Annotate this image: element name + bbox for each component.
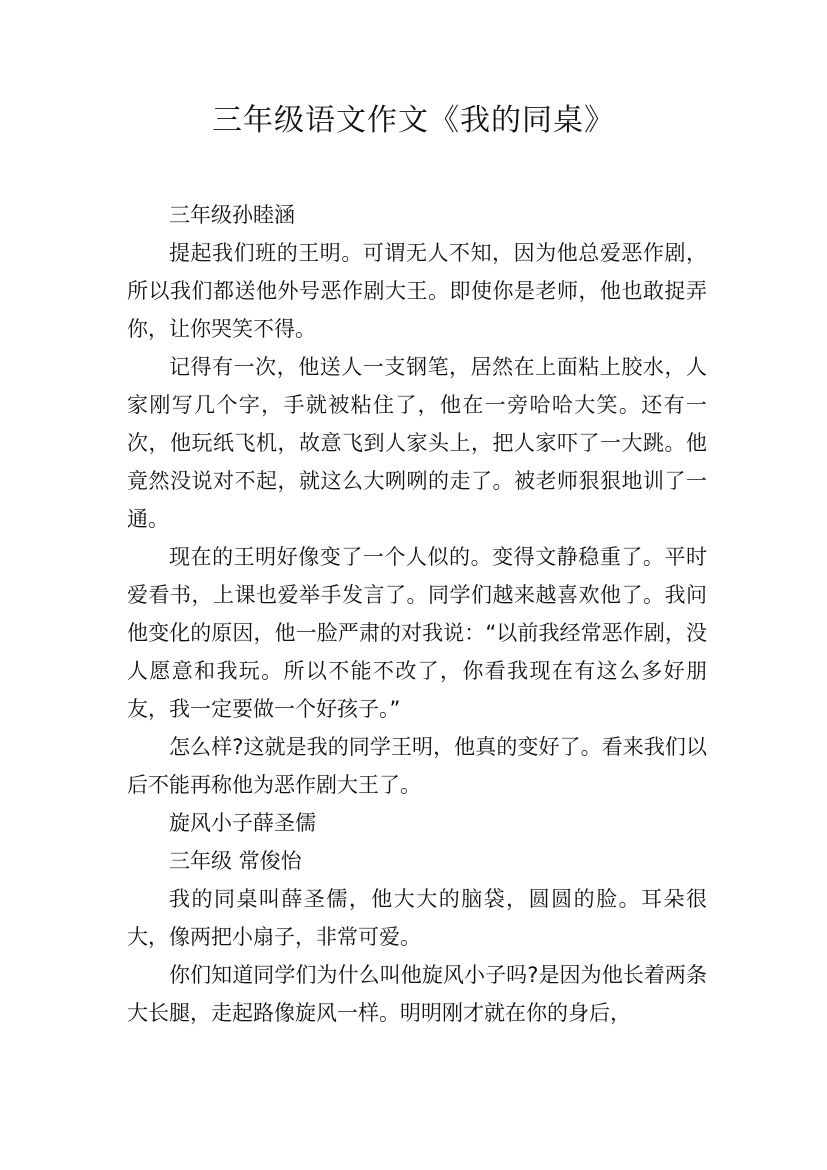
paragraph: 提起我们班的王明。可谓无人不知，因为他总爱恶作剧，所以我们都送他外号恶作剧大王。即使你是老师，他也敢捉弄你，让你哭笑不得。 [127,241,707,341]
document-body [127,196,707,1032]
subtitle-line: 旋风小子薛圣儒 [169,811,316,835]
paragraph: 记得有一次，他送人一支钢笔，居然在上面粘上胶水，人家刚写几个字，手就被粘住了，他在一旁哈哈大笑。还有一次，他玩纸飞机，故意飞到人家头上，把人家吓了一大跳。他竟然没说对不起，就这么大咧咧的走了。被老师狠狠地训了一通。 [127,355,707,531]
author-line: 三年级 常俊怡 [169,849,302,873]
paragraph: 怎么样?这就是我的同学王明，他真的变好了。看来我们以后不能再称他为恶作剧大王了。 [127,735,707,797]
paragraph: 现在的王明好像变了一个人似的。变得文静稳重了。平时爱看书，上课也爱举手发言了。同学们越来越喜欢他了。我问他变化的原因，他一脸严肃的对我说：“以前我经常恶作剧，没人愿意和我玩。所以不能不改了，你看我现在有这么多好朋友，我一定要做一个好孩子。” [127,545,707,721]
paragraph: 你们知道同学们为什么叫他旋风小子吗?是因为他长着两条大长腿，走起路像旋风一样。明明刚才就在你的身后， [127,963,707,1025]
paragraph: 我的同桌叫薛圣儒，他大大的脑袋，圆圆的脸。耳朵很大，像两把小扇子，非常可爱。 [127,887,707,949]
author-line: 三年级孙睦涵 [169,203,295,227]
document-title: 三年级语文作文《我的同桌》 [212,103,615,138]
